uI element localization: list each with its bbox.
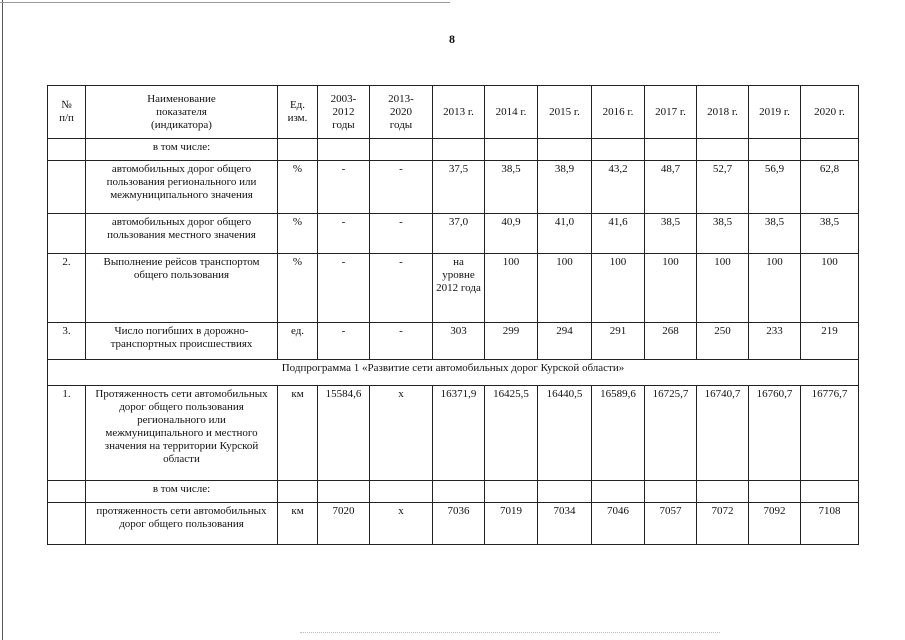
value-cell: 7108	[801, 503, 859, 545]
header-cell: 2003- 2012 годы	[318, 86, 370, 139]
cell	[592, 139, 645, 161]
cell	[801, 481, 859, 503]
value-cell: 52,7	[697, 161, 749, 214]
cell	[318, 481, 370, 503]
num-cell: 2.	[48, 254, 86, 323]
header-cell: 2013 г.	[433, 86, 485, 139]
table-row	[48, 481, 859, 503]
unit-cell: ед.	[278, 323, 318, 360]
name-cell: протяженность сети автомобильных дорог общего пользования	[86, 503, 278, 545]
value-cell: 268	[645, 323, 697, 360]
value-cell: 16371,9	[433, 386, 485, 481]
value-cell: 38,5	[801, 214, 859, 254]
period-cell: -	[318, 161, 370, 214]
period-cell: х	[370, 386, 433, 481]
header-cell: Ед. изм.	[278, 86, 318, 139]
cell	[538, 481, 592, 503]
value-cell: 38,5	[645, 214, 697, 254]
value-cell: 7046	[592, 503, 645, 545]
unit-cell: км	[278, 503, 318, 545]
cell	[749, 139, 801, 161]
value-cell: 37,0	[433, 214, 485, 254]
value-cell: 7072	[697, 503, 749, 545]
period-cell: 15584,6	[318, 386, 370, 481]
num-cell	[48, 161, 86, 214]
table-row	[48, 386, 859, 481]
value-cell: 7034	[538, 503, 592, 545]
table-row	[48, 214, 859, 254]
value-cell: 303	[433, 323, 485, 360]
header-cell: 2019 г.	[749, 86, 801, 139]
value-cell: 100	[485, 254, 538, 323]
value-cell: 41,0	[538, 214, 592, 254]
value-cell: 100	[592, 254, 645, 323]
value-cell: 233	[749, 323, 801, 360]
value-cell: 38,5	[485, 161, 538, 214]
cell	[645, 481, 697, 503]
cell	[538, 139, 592, 161]
value-cell: 294	[538, 323, 592, 360]
value-cell: 250	[697, 323, 749, 360]
period-cell: -	[370, 214, 433, 254]
value-cell: 100	[801, 254, 859, 323]
cell	[592, 481, 645, 503]
value-cell: 299	[485, 323, 538, 360]
header-cell: 2015 г.	[538, 86, 592, 139]
header-cell: 2014 г.	[485, 86, 538, 139]
value-cell: 7092	[749, 503, 801, 545]
table-row	[48, 323, 859, 360]
subprogram-title: Подпрограмма 1 «Развитие сети автомобильных дорог Курской области»	[48, 360, 859, 386]
value-cell: 291	[592, 323, 645, 360]
scan-edge	[2, 0, 3, 640]
cell	[485, 481, 538, 503]
cell	[801, 139, 859, 161]
header-row	[48, 86, 859, 139]
num-cell: 3.	[48, 323, 86, 360]
num-cell	[48, 481, 86, 503]
value-cell: 37,5	[433, 161, 485, 214]
unit-cell: км	[278, 386, 318, 481]
value-cell: 100	[749, 254, 801, 323]
value-cell: 16725,7	[645, 386, 697, 481]
unit-cell: %	[278, 214, 318, 254]
value-cell: 7019	[485, 503, 538, 545]
header-cell: 2020 г.	[801, 86, 859, 139]
scan-artifact	[300, 632, 720, 634]
cell	[485, 139, 538, 161]
name-cell: в том числе:	[86, 481, 278, 503]
value-cell: 40,9	[485, 214, 538, 254]
name-cell: Выполнение рейсов транспортом общего пользования	[86, 254, 278, 323]
name-cell: автомобильных дорог общего пользования регионального или межмуниципального значения	[86, 161, 278, 214]
value-cell: 38,5	[697, 214, 749, 254]
value-cell: 56,9	[749, 161, 801, 214]
cell	[278, 139, 318, 161]
num-cell	[48, 139, 86, 161]
num-cell	[48, 503, 86, 545]
value-cell: 16440,5	[538, 386, 592, 481]
num-cell	[48, 214, 86, 254]
table-row	[48, 254, 859, 323]
value-cell: 16425,5	[485, 386, 538, 481]
cell	[645, 139, 697, 161]
cell	[749, 481, 801, 503]
cell	[318, 139, 370, 161]
name-cell: Протяженность сети автомобильных дорог общего пользования регионального или межмуниципального и местного значения на территории Курской области	[86, 386, 278, 481]
value-cell: 16760,7	[749, 386, 801, 481]
cell	[433, 481, 485, 503]
unit-cell: %	[278, 254, 318, 323]
period-cell: -	[318, 254, 370, 323]
cell	[433, 139, 485, 161]
header-cell: 2017 г.	[645, 86, 697, 139]
cell	[697, 139, 749, 161]
header-cell: 2016 г.	[592, 86, 645, 139]
name-cell: Число погибших в дорожно-транспортных происшествиях	[86, 323, 278, 360]
value-cell: 100	[645, 254, 697, 323]
value-cell: 16740,7	[697, 386, 749, 481]
header-cell: Наименование показателя (индикатора)	[86, 86, 278, 139]
cell	[370, 481, 433, 503]
value-cell: 43,2	[592, 161, 645, 214]
table-row	[48, 503, 859, 545]
period-cell: 7020	[318, 503, 370, 545]
header-cell: 2018 г.	[697, 86, 749, 139]
period-cell: -	[370, 323, 433, 360]
period-cell: х	[370, 503, 433, 545]
value-cell: 62,8	[801, 161, 859, 214]
period-cell: -	[370, 161, 433, 214]
table-row	[48, 161, 859, 214]
unit-cell: %	[278, 161, 318, 214]
value-cell: 7036	[433, 503, 485, 545]
value-cell: 219	[801, 323, 859, 360]
value-cell: 100	[538, 254, 592, 323]
cell	[697, 481, 749, 503]
period-cell: -	[370, 254, 433, 323]
cell	[370, 139, 433, 161]
header-cell: № п/п	[48, 86, 86, 139]
page-number: 8	[449, 32, 455, 46]
name-cell: автомобильных дорог общего пользования местного значения	[86, 214, 278, 254]
subprogram-row	[48, 360, 859, 386]
value-cell: 48,7	[645, 161, 697, 214]
table-row	[48, 139, 859, 161]
value-cell: 16776,7	[801, 386, 859, 481]
value-cell: 7057	[645, 503, 697, 545]
period-cell: -	[318, 214, 370, 254]
value-cell: 41,6	[592, 214, 645, 254]
value-cell: 16589,6	[592, 386, 645, 481]
header-cell: 2013- 2020 годы	[370, 86, 433, 139]
value-cell: 38,5	[749, 214, 801, 254]
num-cell: 1.	[48, 386, 86, 481]
value-cell: на уровне 2012 года	[433, 254, 485, 323]
cell	[278, 481, 318, 503]
value-cell: 100	[697, 254, 749, 323]
name-cell: в том числе:	[86, 139, 278, 161]
value-cell: 38,9	[538, 161, 592, 214]
period-cell: -	[318, 323, 370, 360]
indicators-table	[47, 85, 859, 545]
scan-edge-top	[0, 2, 450, 3]
